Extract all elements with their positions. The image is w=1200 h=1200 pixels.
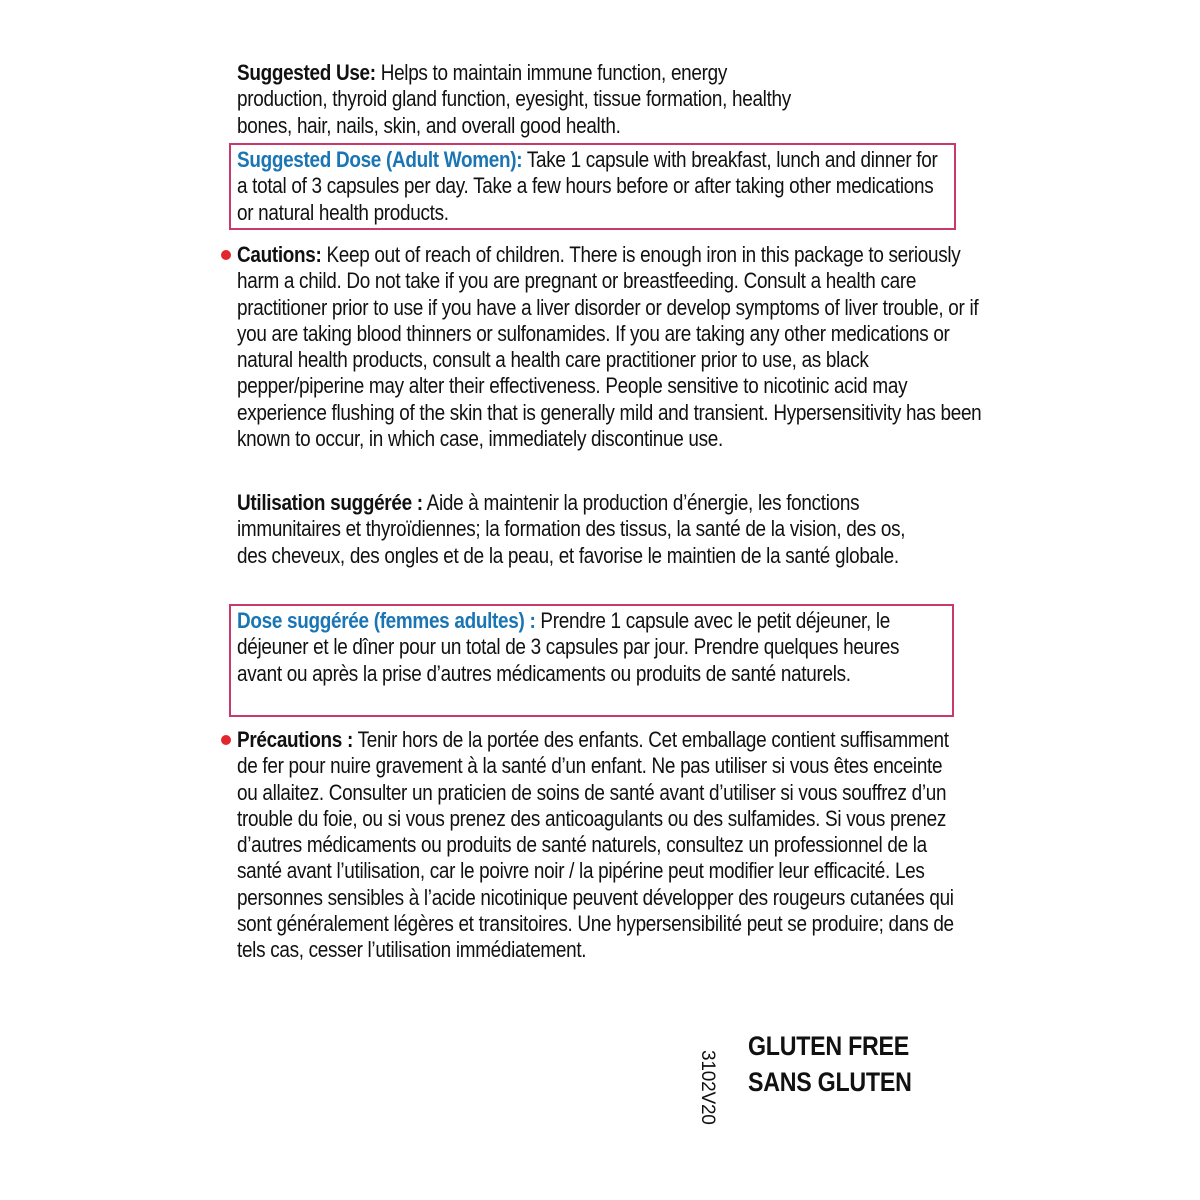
cautions-heading: Cautions: [237,242,322,267]
suggested-dose-section [237,147,997,226]
product-code: 3102V20 [697,1050,718,1125]
cautions-bullet-icon [221,250,231,260]
precautions-heading: Précautions : [237,727,353,752]
precautions-section [237,727,997,964]
suggested-dose-text: Take 1 capsule with breakfast, lunch and dinner for a total of 3 capsules per day. Take a few hours before or after taking other medications or natural health products. [237,147,938,225]
precautions-bullet-icon [221,735,231,745]
suggested-use-section [237,60,997,139]
dose-suggeree-text: Prendre 1 capsule avec le petit déjeuner, le déjeuner et le dîner pour un total de 3 capsules par jour. Prendre quelques heures avant ou après la prise d’autres médicaments ou produits de santé naturels. [237,608,900,686]
sans-gluten-label: SANS GLUTEN [748,1067,912,1097]
dose-suggeree-section [237,608,997,687]
cautions-section [237,242,997,452]
precautions-text: Tenir hors de la portée des enfants. Cet emballage contient suffisamment de fer pour nuire gravement à la santé d’un enfant. Ne pas utiliser si vous êtes enceinte ou allaitez. Consulter un praticien de soins de santé avant d’utiliser si vous souffrez d’un trouble du foie, ou si vous prenez des anticoagulants ou des sulfamides. Si vous prenez d’autres médicaments ou produits de santé naturels, consultez un professionnel de la santé avant l’utilisation, car le poivre noir / la pipérine peut modifier leur efficacité. Les personnes sensibles à l’acide nicotinique peuvent développer des rougeurs cutanées qui sont généralement légères et transitoires. Une hypersensibilité peut se produire; dans de tels cas, cesser l’utilisation immédiatement. [237,727,954,963]
gluten-free-label: GLUTEN FREE [748,1031,909,1061]
utilisation-suggeree-section [237,490,997,569]
cautions-text: Keep out of reach of children. There is enough iron in this package to seriously harm a child. Do not take if you are pregnant or breastfeeding. Consult a health care practitioner prior to use if you have a liver disorder or develop symptoms of liver trouble, or if you are taking blood thinners or sulfonamides. If you are taking any other medications or natural health products, consult a health care practitioner prior to use, as black pepper/piperine may alter their effectiveness. People sensitive to nicotinic acid may experience flushing of the skin that is generally mild and transient. Hypersensitivity has been known to occur, in which case, immediately discontinue use. [237,242,982,452]
utilisation-suggeree-text: Aide à maintenir la production d’énergie, les fonctions immunitaires et thyroïdiennes; la formation des tissus, la santé de la vision, des os, des cheveux, des ongles et de la peau, et favorise le maintien de la santé globale. [237,490,906,568]
utilisation-suggeree-heading: Utilisation suggérée : [237,490,423,515]
suggested-dose-heading: Suggested Dose (Adult Women): [237,147,523,172]
dose-suggeree-heading: Dose suggérée (femmes adultes) : [237,608,536,633]
suggested-use-heading: Suggested Use: [237,60,376,85]
suggested-use-text: Helps to maintain immune function, energy production, thyroid gland function, eyesight, tissue formation, healthy bones, hair, nails, skin, and overall good health. [237,60,791,138]
